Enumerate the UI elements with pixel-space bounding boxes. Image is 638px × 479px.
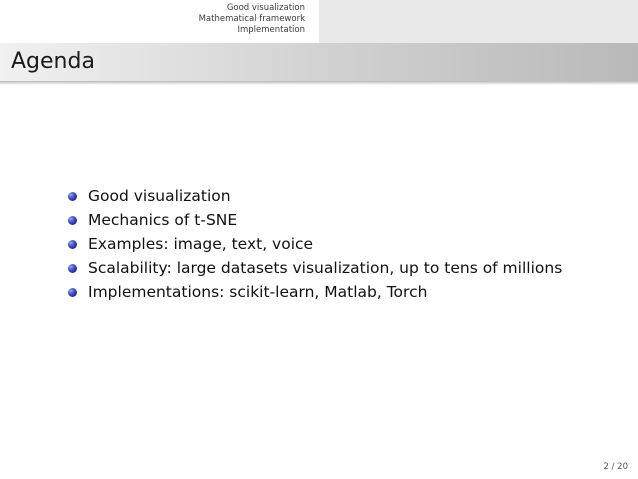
agenda-item [67,184,562,208]
section-navigation [199,3,305,36]
headline-bar [0,0,638,43]
agenda-item-text: Mechanics of t-SNE [88,211,238,229]
bullet-icon [68,264,77,273]
agenda-item [67,256,562,280]
headline-right-panel [319,0,638,43]
nav-section-mathematical-framework[interactable]: Mathematical framework [198,14,305,24]
bullet-icon [68,240,77,249]
agenda-list [67,184,562,304]
agenda-item [67,280,562,304]
agenda-item-text: Good visualization [88,187,231,205]
nav-section-implementation[interactable]: Implementation [237,25,305,35]
agenda-item [67,208,562,232]
frame-title-shadow [0,81,638,85]
agenda-item [67,232,562,256]
slide-title: Agenda [11,49,95,74]
bullet-icon [68,216,77,225]
agenda-item-text: Examples: image, text, voice [88,235,314,253]
agenda-item-text: Scalability: large datasets visualization, up to tens of millions [88,259,563,277]
frame-title-bar [0,43,638,81]
bullet-icon [68,192,77,201]
agenda-item-text: Implementations: scikit-learn, Matlab, Torch [88,283,428,301]
nav-section-good-visualization[interactable]: Good visualization [226,3,305,13]
page-number: 2 / 20 [603,462,628,472]
bullet-icon [68,288,77,297]
